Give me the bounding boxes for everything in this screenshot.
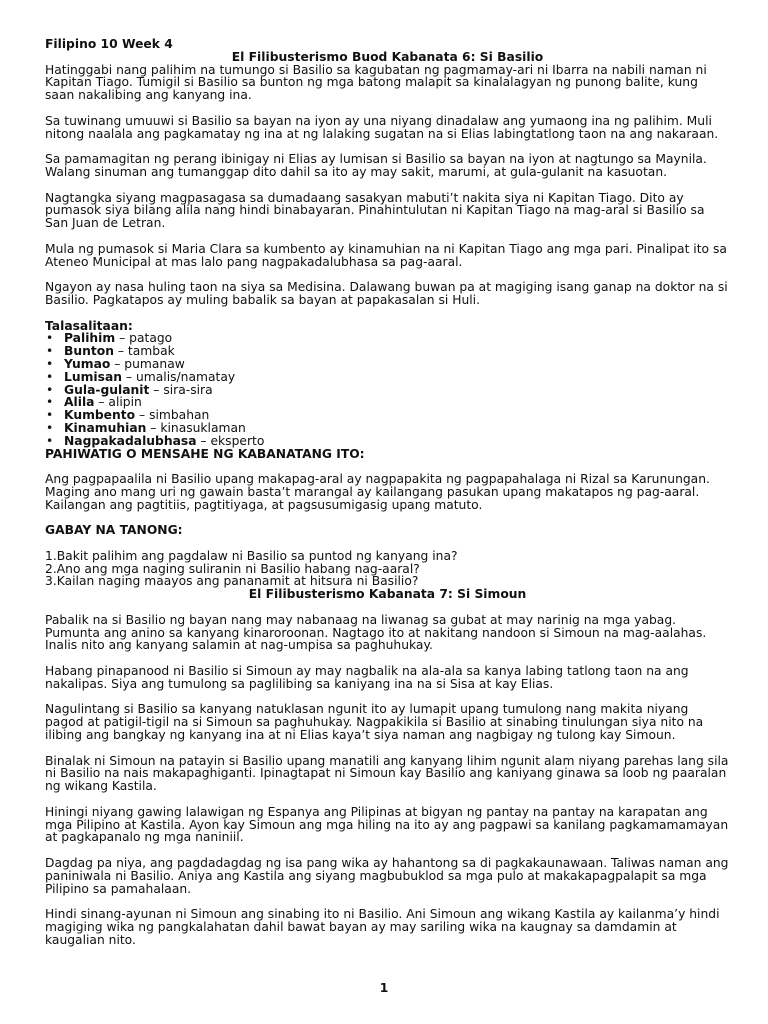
page-number: 1: [379, 981, 389, 995]
vocab-term: Alila: [64, 395, 95, 410]
chapter-7-title: El Filibusterismo Kabanata 7: Si Simoun: [248, 587, 527, 602]
chapter-6-title: El Filibusterismo Buod Kabanata 6: Si Basilio: [231, 49, 544, 64]
vocab-term: Kinamuhian: [64, 420, 147, 435]
ch7-paragraph: Binalak ni Simoun na patayin si Basilio upang manatili ang kanyang lihim ngunit alam niyang parehas lang sila ni Basilio na nais makapaghiganti. Ipinagtapat ni Simoun kay Basilio ang kaniyang ginawa sa loob ng paaralan ng wikang Kastila.: [45, 753, 729, 794]
vocab-def: – pumanaw: [110, 356, 185, 371]
message-heading: PAHIWATIG O MENSAHE NG KABANATANG ITO:: [45, 446, 365, 461]
vocab-def: – eksperto: [196, 433, 265, 448]
vocab-item: [64, 384, 730, 397]
ch7-paragraph: Hindi sinang-ayunan ni Simoun ang sinabing ito ni Basilio. Ani Simoun ang wikang Kastila ay kailanma’y hindi magiging wika ng pangkalahatan dahil bawat bayan ay may sariling wika na kaugnay sa damdamin at kaugalian nito.: [45, 907, 720, 947]
vocab-def: – tambak: [113, 344, 175, 359]
vocab-def: – patago: [115, 331, 173, 346]
ch6-paragraph: Sa tuwinang umuuwi si Basilio sa bayan na iyon ay una niyang dinadalaw ang yumaong ina ng palihim. Muli nitong naalala ang pagkamatay ng ina at ng lalaking sugatan na si Elias labingtatlong taon na ang nakaraan.: [45, 113, 719, 141]
guide-heading: GABAY NA TANONG:: [45, 523, 183, 538]
vocab-term: Kumbento: [64, 408, 136, 423]
vocab-def: – kinasuklaman: [146, 420, 246, 435]
guide-question: 2.Ano ang mga naging suliranin ni Basilio habang nag-aaral?: [45, 561, 420, 576]
ch7-paragraph: Nagulintang si Basilio sa kanyang natuklasan ngunit ito ay lumapit upang tumulong nang makita niyang pagod at patigil-tigil na si Simoun sa paghuhukay. Nagpakikila si Basilio at sinabing tinulungan siya nito na ilibing ang bangkay ng kanyang ina at ni Elias kaya’t siya naman ang nagbigay ng tulong kay Simoun.: [45, 702, 704, 743]
ch7-paragraph: Dagdag pa niya, ang pagdadagdag ng isa pang wika ay hahantong sa di pagkakaunawaan. Taliwas naman ang paniniwala ni Basilio. Aniya ang Kastila ang siyang magbubuklod sa mga pulo at makakapagpalapit sa mga Pilipino sa pamahalaan.: [45, 856, 729, 896]
vocab-def: – umalis/namatay: [122, 369, 236, 384]
vocab-def: – simbahan: [135, 408, 210, 423]
ch6-paragraph: Ngayon ay nasa huling taon na siya sa Medisina. Dalawang buwan pa at magiging isang ganap na doktor na si Basilio. Pagkatapos ay muling babalik sa bayan at papakasalan si Huli.: [45, 280, 728, 307]
document-body: [45, 38, 730, 947]
vocab-term: Gula-gulanit: [64, 382, 150, 397]
guide-question: 3.Kailan naging maayos ang pananamit at hitsura ni Basilio?: [45, 574, 419, 589]
vocab-list: [45, 332, 730, 447]
vocab-term: Lumisan: [64, 369, 122, 384]
ch7-paragraph: Hiningi niyang gawing lalawigan ng Espanya ang Pilipinas at bigyan ng pantay na pantay na karapatan ang mga Pilipino at Kastila. Ayon kay Simoun ang mga hiling na ito ay ang pagpawi sa kanilang pagkamamamayan at pagkapanalo ng mga naniniil.: [45, 804, 729, 845]
ch6-paragraph: Mula ng pumasok si Maria Clara sa kumbento ay kinamuhian na ni Kapitan Tiago ang mga pari. Pinalipat ito sa Ateneo Municipal at mas lalo pang nagpakadalubhasa sa pag-aaral.: [45, 241, 727, 269]
ch7-paragraph: Pabalik na si Basilio ng bayan nang may nabanaag na liwanag sa gubat at may narinig na mga yabag. Pumunta ang anino sa kanyang kinaroroonan. Nagtago ito at nakitang nandoon si Simoun na mag-aalahas. Inalis nito ang kanyang salamin at nag-umpisa sa paghuhukay.: [45, 612, 707, 653]
vocab-term: Nagpakadalubhasa: [64, 433, 197, 448]
vocab-term: Bunton: [64, 344, 114, 359]
guide-question: 1.Bakit palihim ang pagdalaw ni Basilio sa puntod ng kanyang ina?: [45, 548, 458, 563]
ch7-paragraph: Habang pinapanood ni Basilio si Simoun ay may nagbalik na ala-ala sa kanya labing tatlong taon na ang nakalipas. Siya ang tumulong sa paglilibing sa kaniyang ina na si Sisa at kay Elias.: [45, 664, 689, 691]
vocab-def: – sira-sira: [149, 382, 213, 397]
ch6-paragraph: Hatinggabi nang palihim na tumungo si Basilio sa kagubatan ng pagmamay-ari ni Ibarra na nabili naman ni Kapitan Tiago. Tumigil si Basilio sa bunton ng mga batong malapit sa kinalalagyan ng punong balite, kung saan nakalibing ang kanyang ina.: [45, 62, 707, 103]
vocab-item: [64, 435, 730, 448]
ch6-paragraph: Nagtangka siyang magpasagasa sa dumadaang sasakyan mabuti’t nakita siya ni Kapitan Tiago. Dito ay pumasok siya bilang alila nang hindi binabayaran. Pinahintulutan ni Kapitan Tiago na mag-aral si Basilio sa San Juan de Letran.: [45, 190, 705, 231]
ch6-paragraph: Sa pamamagitan ng perang ibinigay ni Elias ay lumisan si Basilio sa bayan na iyon at nagtungo sa Maynila. Walang sinuman ang tumanggap dito dahil sa ito ay may sakit, marumi, at gula-gulanit na kasuotan.: [45, 152, 707, 179]
course-label: Filipino 10 Week 4: [45, 37, 173, 51]
message-text: Ang pagpapaalila ni Basilio upang makapag-aral ay nagpapakita ng pagpapahalaga ni Rizal sa Karunungan. Maging ano mang uri ng gawain basta’t marangal ay kailangang pasukan upang makatapos ng pag-aaral. Kailangan ang pagtitiis, pagtitiyaga, at pagsusumigasig upang matuto.: [45, 472, 710, 512]
vocab-heading: Talasalitaan:: [45, 318, 133, 333]
vocab-term: Palihim: [64, 331, 116, 346]
vocab-term: Yumao: [64, 356, 111, 371]
vocab-def: – alipin: [94, 395, 142, 410]
